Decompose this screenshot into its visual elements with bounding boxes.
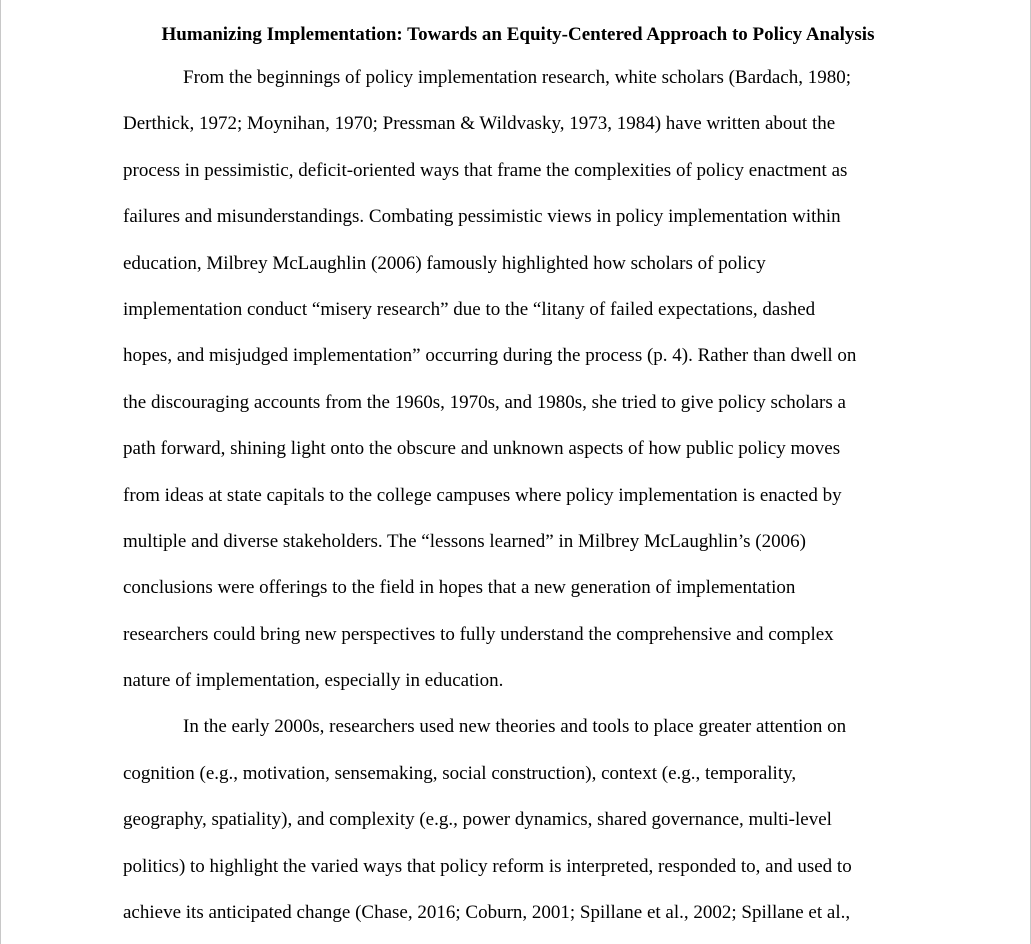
document-title: Humanizing Implementation: Towards an Equity-Centered Approach to Policy Analysis — [161, 24, 875, 45]
text-line: cognition (e.g., motivation, sensemaking, social construction), context (e.g., temporality, — [123, 762, 797, 784]
text-line: the discouraging accounts from the 1960s, 1970s, and 1980s, she tried to give policy scholars a — [123, 391, 846, 413]
text-line: failures and misunderstandings. Combating pessimistic views in policy implementation within — [123, 206, 841, 228]
text-line: nature of implementation, especially in education. — [123, 670, 504, 692]
document-body — [123, 20, 913, 936]
text-line: hopes, and misjudged implementation” occurring during the process (p. 4). Rather than dwell on — [123, 345, 857, 367]
text-line: implementation conduct “misery research” due to the “litany of failed expectations, dashed — [123, 298, 816, 320]
text-line: geography, spatiality), and complexity (e.g., power dynamics, shared governance, multi-level — [123, 809, 832, 831]
paragraph-1 — [123, 55, 913, 704]
text-line: process in pessimistic, deficit-oriented ways that frame the complexities of policy enactment as — [123, 159, 848, 181]
paragraph-2 — [123, 704, 913, 936]
text-line: education, Milbrey McLaughlin (2006) famously highlighted how scholars of policy — [123, 252, 766, 274]
text-line: In the early 2000s, researchers used new theories and tools to place greater attention on — [183, 716, 847, 738]
text-line: From the beginnings of policy implementation research, white scholars (Bardach, 1980; — [183, 67, 851, 88]
text-line: path forward, shining light onto the obscure and unknown aspects of how public policy moves — [123, 438, 841, 460]
text-line: multiple and diverse stakeholders. The “lessons learned” in Milbrey McLaughlin’s (2006) — [123, 530, 806, 552]
text-line: politics) to highlight the varied ways that policy reform is interpreted, responded to, and used to — [123, 855, 852, 877]
text-line: researchers could bring new perspectives to fully understand the comprehensive and complex — [123, 623, 834, 645]
text-line: Derthick, 1972; Moynihan, 1970; Pressman & Wildvasky, 1973, 1984) have written about the — [123, 113, 836, 135]
text-line: conclusions were offerings to the field in hopes that a new generation of implementation — [123, 577, 796, 599]
text-line: from ideas at state capitals to the college campuses where policy implementation is enacted by — [123, 484, 842, 506]
text-line: achieve its anticipated change (Chase, 2016; Coburn, 2001; Spillane et al., 2002; Spillane et al., — [123, 902, 851, 924]
